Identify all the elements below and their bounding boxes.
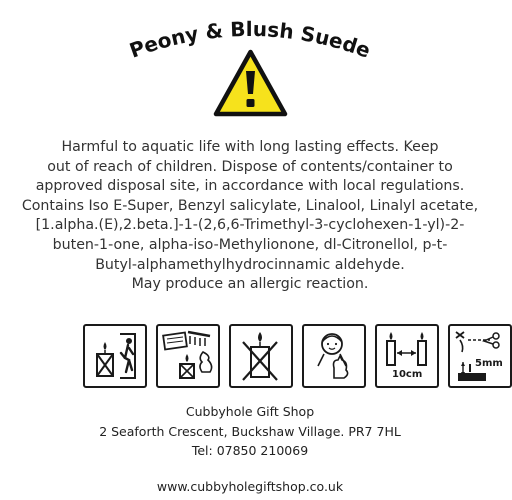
wick-length-label: 5mm: [475, 358, 503, 369]
shop-name: Cubbyhole Gift Shop: [185, 404, 315, 419]
child-pet-caution-icon: [302, 324, 366, 388]
keep-away-from-children-pets-icon: [229, 324, 293, 388]
warning-statement: [20, 138, 480, 295]
shop-phone: Tel: 07850 210069: [191, 443, 309, 458]
candle-spacing-label: 10cm: [392, 369, 423, 380]
keep-away-from-flammables-icon: [156, 324, 220, 388]
warning-line-5: [1.alpha.(E),2.beta.]-1-(2,6,6-Trimethyl-3-cyclohexen-1-yl)-2-: [35, 217, 465, 234]
exclamation-warning-triangle-icon: [213, 48, 288, 118]
warning-line-7: Butyl-alphamethylhydrocinnamic aldehyde.: [95, 256, 405, 273]
warning-line-6: buten-1-one, alpha-iso-Methylionone, dl-Citronellol, p-t-: [52, 236, 448, 253]
shop-details: [0, 402, 500, 461]
no-unattended-candle-icon: [83, 324, 147, 388]
safety-pictograms: [83, 324, 503, 388]
product-title-path: Peony & Blush Suede: [126, 16, 374, 63]
warning-line-1: Harmful to aquatic life with long lasting effects. Keep: [61, 139, 439, 155]
shop-address: 2 Seaforth Crescent, Buckshaw Village. PR7 7HL: [99, 423, 401, 439]
warning-line-3: approved disposal site, in accordance with local regulations.: [35, 178, 465, 195]
shop-website: www.cubbyholegiftshop.co.uk: [156, 479, 344, 494]
candle-spacing-icon: [375, 324, 439, 388]
warning-line-2: out of reach of children. Dispose of contents/container to: [47, 158, 453, 175]
warning-line-8: May produce an allergic reaction.: [131, 276, 369, 293]
trim-wick-icon: [448, 324, 512, 388]
warning-line-4: Contains Iso E-Super, Benzyl salicylate, Linalool, Linalyl acetate,: [21, 197, 479, 214]
